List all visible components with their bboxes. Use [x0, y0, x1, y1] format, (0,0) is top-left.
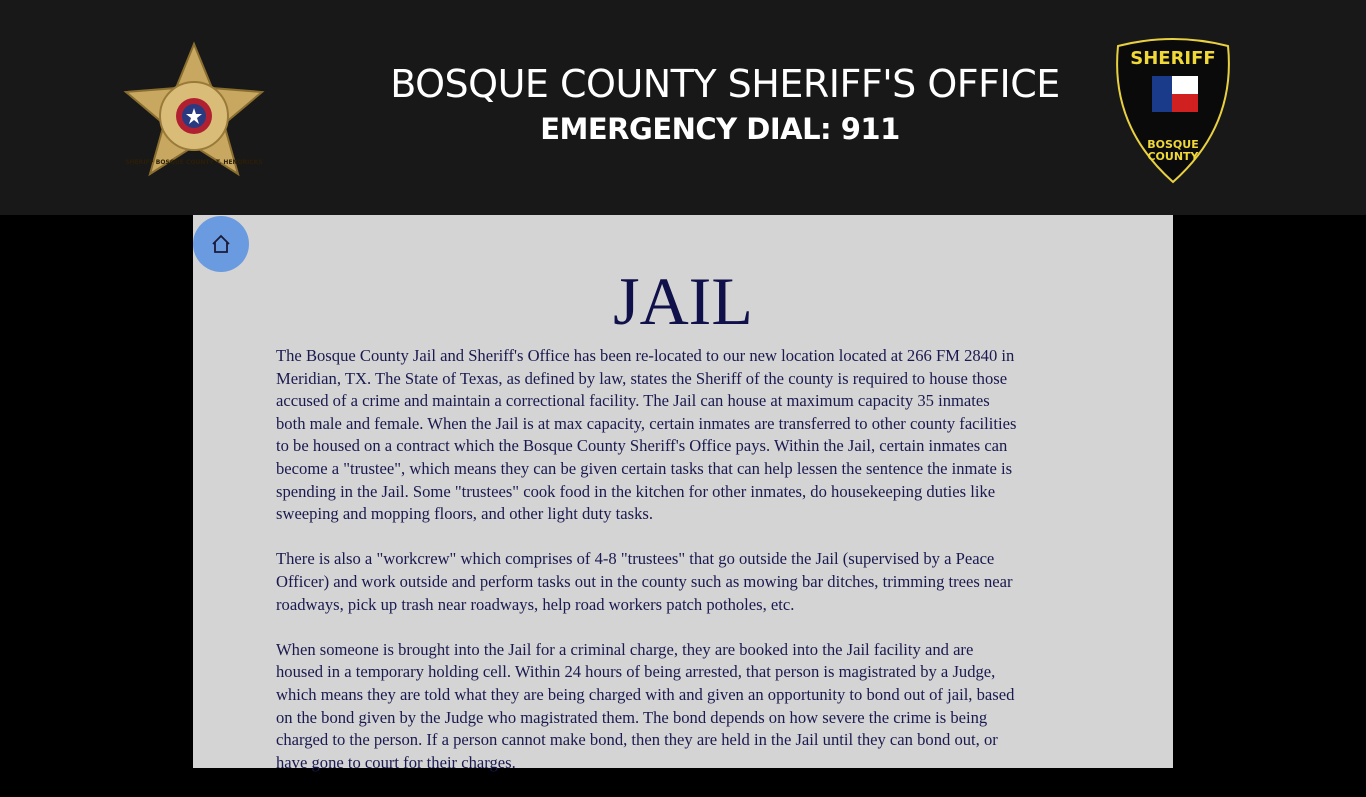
text-line: to be housed on a contract which the Bosque County Sheriff's Office pays. Within the Jail, certain inmates can: [276, 436, 1008, 456]
page-heading: JAIL: [613, 263, 753, 339]
emergency-number: EMERGENCY DIAL: 911: [540, 112, 900, 146]
text-line: have gone to court for their charges.: [276, 752, 516, 772]
text-line: There is also a "workcrew" which comprises of 4-8 "trustees" that go outside the Jail (supervised by a Peace: [276, 549, 995, 569]
page-body: [276, 345, 1096, 797]
text-line: on the bond given by the Judge who magistrated them. The bond depends on how severe the crime is being: [276, 707, 988, 727]
text-line: When someone is brought into the Jail for a criminal charge, they are booked into the Jail facility and are: [276, 639, 974, 659]
text-line: accused of a crime and maintain a correctional facility. The Jail can house at maximum capacity 35 inmates: [276, 391, 990, 411]
text-line: both male and female. When the Jail is at max capacity, certain inmates are transferred to other county facilities: [276, 413, 1017, 433]
paragraph-relocation: [276, 345, 1096, 526]
svg-text:SHERIFF: SHERIFF: [1130, 48, 1216, 69]
svg-text:BOSQUE: BOSQUE: [1147, 138, 1199, 151]
text-line: which means they are told what they are being charged with and given an opportunity to bond out of jail, based: [276, 684, 1015, 704]
paragraph-booking: [276, 639, 1096, 775]
text-line: roadways, pick up trash near roadways, help road workers patch potholes, etc.: [276, 594, 795, 614]
sheriff-star-badge-logo: [120, 40, 268, 180]
text-line: charged to the person. If a person cannot make bond, then they are held in the Jail until they can bond out, or: [276, 730, 998, 750]
text-line: Meridian, TX. The State of Texas, as defined by law, states the Sheriff of the county is required to house those: [276, 368, 1008, 388]
site-title: BOSQUE COUNTY SHERIFF'S OFFICE: [390, 62, 1060, 106]
text-line: The Bosque County Jail and Sheriff's Office has been re-located to our new location located at 266 FM 2840 in: [276, 346, 1015, 365]
paragraph-workcrew: [276, 548, 1096, 616]
home-icon: [210, 233, 232, 255]
sheriff-patch-logo: [1110, 36, 1236, 184]
text-line: spending in the Jail. Some "trustees" cook food in the kitchen for other inmates, do housekeeping duties like: [276, 481, 996, 501]
text-line: sweeping and mopping floors, and other light duty tasks.: [276, 504, 653, 524]
text-line: Officer) and work outside and perform tasks out in the county such as mowing bar ditches, trimming trees near: [276, 571, 1013, 591]
badge-text: SHERIFF BOSQUE COUNTY T. HENDRICKS: [125, 159, 263, 166]
site-header: [0, 0, 1366, 215]
svg-text:COUNTY: COUNTY: [1147, 150, 1199, 163]
text-line: become a "trustee", which means they can be given certain tasks that can help lessen the sentence the inmate is: [276, 458, 1013, 478]
text-line: housed in a temporary holding cell. Within 24 hours of being arrested, that person is magistrated by a Judge,: [276, 662, 996, 682]
